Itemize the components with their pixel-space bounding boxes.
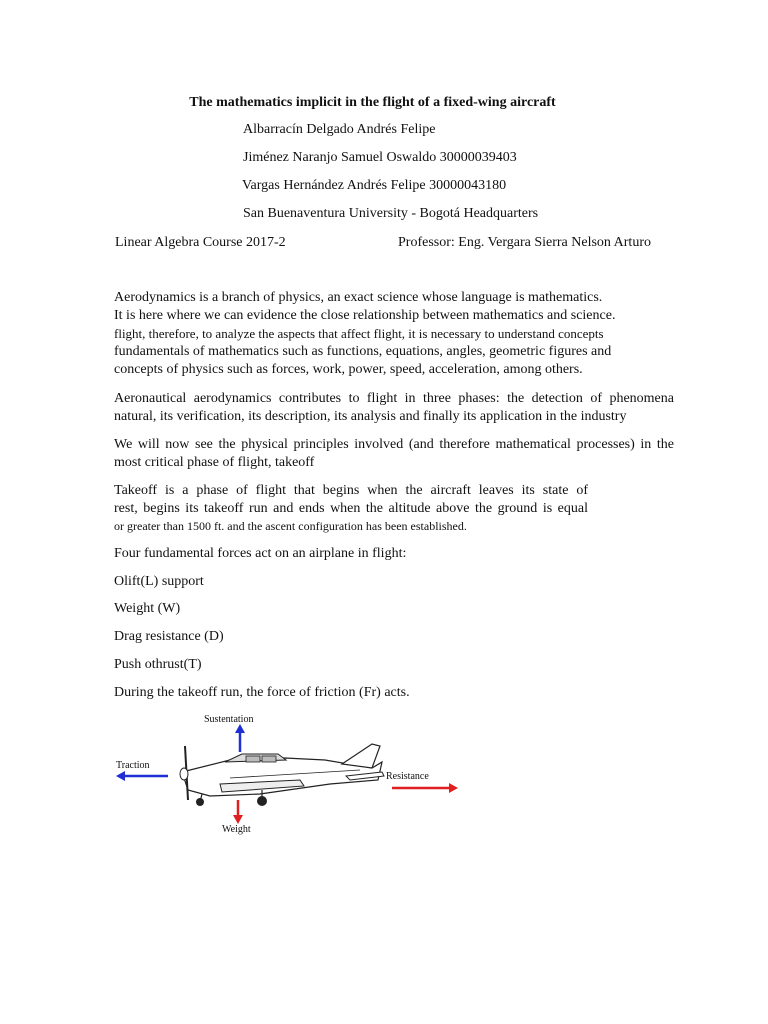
label-weight: Weight: [222, 824, 251, 835]
document-title: The mathematics implicit in the flight of a fixed-wing aircraft: [189, 95, 556, 110]
course-name: Linear Algebra Course 2017-2: [115, 235, 286, 250]
paragraph-line: or greater than 1500 ft. and the ascent configuration has been established.: [114, 519, 467, 533]
forces-intro: Four fundamental forces act on an airplane in flight:: [114, 546, 407, 561]
nose-wheel: [196, 798, 204, 806]
force-item-lift: Olift(L) support: [114, 574, 204, 589]
paragraph-line: Takeoff is a phase of flight that begins when the aircraft leaves its state of: [114, 483, 588, 498]
label-traction: Traction: [116, 760, 150, 771]
weight-arrow-head: [233, 815, 243, 824]
author-3: Vargas Hernández Andrés Felipe 30000043180: [242, 178, 507, 193]
paragraph-line: flight, therefore, to analyze the aspects that affect flight, it is necessary to understand concepts: [114, 326, 604, 341]
paragraph-principles: [114, 436, 674, 472]
resistance-arrow-head: [449, 783, 458, 793]
paragraph-line: concepts of physics such as forces, work, power, speed, acceleration, among others.: [114, 362, 583, 377]
force-item-thrust: Push othrust(T): [114, 657, 202, 672]
main-wheel: [257, 796, 267, 806]
author-2: Jiménez Naranjo Samuel Oswaldo 30000039403: [243, 150, 517, 165]
institution: San Buenaventura University - Bogotá Headquarters: [243, 206, 539, 221]
tail-fin-shape: [342, 744, 380, 768]
paragraph-line: Aeronautical aerodynamics contributes to flight in three phases: the detection of phenomena: [114, 391, 674, 406]
friction-sentence: During the takeoff run, the force of friction (Fr) acts.: [114, 685, 410, 700]
paragraph-line: We will now see the physical principles involved (and therefore mathematical processes) in the: [114, 437, 674, 452]
paragraph-line: It is here where we can evidence the close relationship between mathematics and science.: [114, 308, 616, 323]
paragraph-line: natural, its verification, its description, its analysis and finally its application in the industry: [114, 409, 627, 424]
paragraph-aerodynamics: [114, 289, 674, 379]
professor-name: Professor: Eng. Vergara Sierra Nelson Arturo: [398, 235, 651, 250]
paragraph-line: rest, begins its takeoff run and ends when the altitude above the ground is equal: [114, 501, 588, 516]
paragraph-line: Aerodynamics is a branch of physics, an exact science whose language is mathematics.: [114, 290, 603, 305]
traction-arrow-head: [116, 771, 125, 781]
paragraph-line: most critical phase of flight, takeoff: [114, 455, 315, 470]
propeller-spinner: [180, 768, 188, 780]
paragraph-phases: [114, 390, 674, 426]
lift-arrow-head: [235, 724, 245, 733]
force-item-weight: Weight (W): [114, 601, 181, 616]
forces-figure: [110, 710, 470, 840]
course-info-row: [115, 235, 675, 251]
label-sustentation: Sustentation: [204, 714, 254, 725]
window-shape: [262, 756, 276, 762]
window-shape: [246, 756, 260, 762]
author-1: Albarracín Delgado Andrés Felipe: [243, 122, 436, 137]
paragraph-line: fundamentals of mathematics such as functions, equations, angles, geometric figures and: [114, 344, 612, 359]
force-item-drag: Drag resistance (D): [114, 629, 224, 644]
paragraph-takeoff: [114, 482, 588, 534]
label-resistance: Resistance: [386, 771, 429, 782]
